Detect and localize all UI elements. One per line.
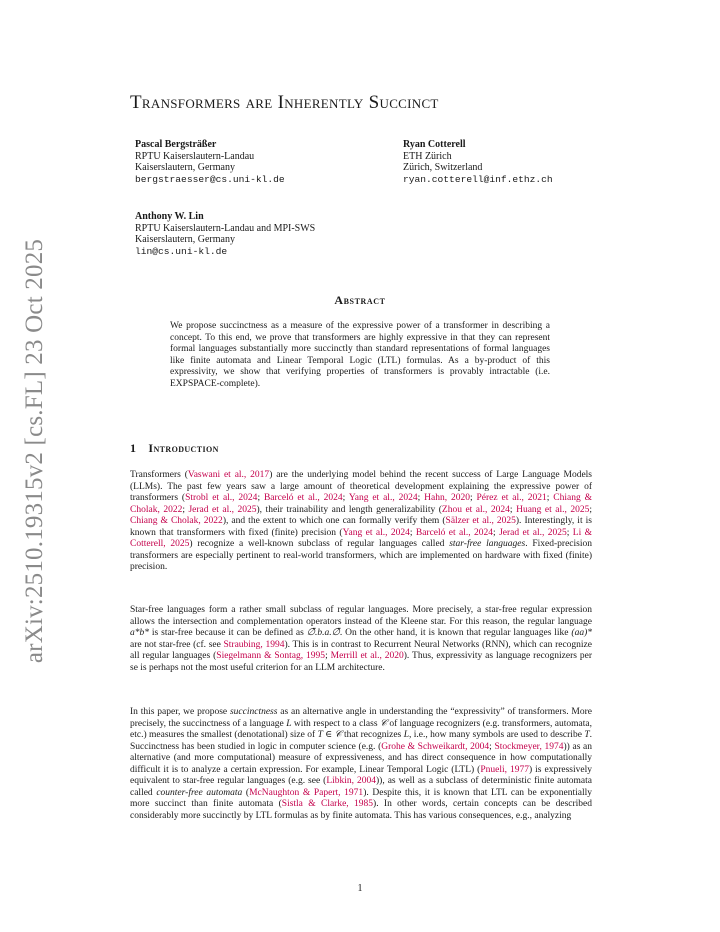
math-expression: T ∈ 𝒞: [317, 730, 342, 741]
author-block: [403, 139, 553, 185]
author-name: Ryan Cotterell: [403, 139, 466, 150]
citation-link[interactable]: Huang et al., 2025: [516, 504, 590, 515]
author-name: Anthony W. Lin: [135, 211, 204, 222]
paper-title: Transformers are Inherently Succinct: [130, 92, 439, 113]
citation-link[interactable]: Chiang & Cholak, 2022: [130, 493, 592, 515]
citation-link[interactable]: Vaswani et al., 2017: [187, 470, 270, 480]
author-location: Kaiserslautern, Germany: [135, 162, 235, 173]
author-block: [135, 139, 285, 185]
citation-link[interactable]: Chiang & Cholak, 2022: [130, 516, 223, 527]
math-expression: ∅̄.b.a.∅̄: [306, 628, 340, 639]
emphasis-term: star-free languages: [449, 539, 526, 550]
math-expression: a*b*: [130, 628, 149, 639]
author-location: Zürich, Switzerland: [403, 162, 483, 173]
math-expression: L: [286, 718, 292, 729]
abstract-text: We propose succinctness as a measure of the expressive power of a transformer in describing a concept. To this end, we prove that transformers are highly expressive in that they can represent formal languages substantially more succinctly than standard representations of formal languages like finite automata and Linear Temporal Logic (LTL) formulas. As a by-product of this expressivity, we show that verifying properties of transformers is provably intractable (i.e. EXPSPACE-complete).: [170, 321, 550, 389]
body-paragraph-2: Star-free languages form a rather small subclass of regular languages. More precisely, a star-free regular expression allows the intersection and complementation operators instead of the Kleene star. For this reason, the regular language a*b* is star-free because it can be defined as ∅̄.b.a.∅̄. On the other hand, it is known that regular languages like (aa)* are not star-free (cf. see Straubing, 1994). This is in contrast to Recurrent Neural Networks (RNN), which can recognize all regular languages (Siegelmann & Sontag, 1995; Merrill et al., 2020). Thus, expressivity as language recognizers per se is perhaps not the most useful criterion for an LLM architecture.: [130, 605, 593, 673]
section-heading: [130, 441, 219, 456]
emphasis-term: succinctness: [229, 707, 278, 717]
math-expression: L: [403, 730, 409, 741]
citation-link[interactable]: Pérez et al., 2021: [476, 493, 547, 504]
citation-link[interactable]: Yang et al., 2024: [342, 527, 410, 538]
author-affiliation: ETH Zürich: [403, 150, 452, 162]
author-block: [135, 211, 315, 257]
citation-link[interactable]: Barceló et al., 2024: [415, 527, 494, 538]
citation-link[interactable]: Barceló et al., 2024: [263, 493, 343, 504]
page-number: 1: [357, 883, 363, 894]
citation-link[interactable]: Pnueli, 1977: [480, 764, 529, 775]
citation-link[interactable]: Yang et al., 2024: [348, 493, 418, 504]
math-expression: (aa)*: [571, 628, 592, 639]
abstract-heading: Abstract: [334, 293, 386, 307]
author-name: Pascal Bergsträßer: [135, 139, 217, 150]
arxiv-identifier: arXiv:2510.19315v2 [cs.FL] 23 Oct 2025: [21, 238, 48, 664]
arxiv-sidebar-stamp: [8, 238, 62, 664]
citation-link[interactable]: Sälzer et al., 2025: [445, 516, 516, 527]
citation-link[interactable]: McNaughton & Papert, 1971: [249, 787, 364, 798]
citation-link[interactable]: Zhou et al., 2024: [441, 504, 510, 515]
author-email: lin@cs.uni-kl.de: [135, 245, 228, 257]
citation-link[interactable]: Straubing, 1994: [223, 639, 285, 650]
math-expression: 𝒞: [379, 718, 387, 729]
author-affiliation: RPTU Kaiserslautern-Landau: [135, 150, 255, 162]
citation-link[interactable]: Strobl et al., 2024: [185, 493, 258, 504]
citation-link[interactable]: Jerad et al., 2025: [188, 504, 257, 515]
author-email: bergstraesser@cs.uni-kl.de: [135, 173, 285, 185]
author-email: ryan.cotterell@inf.ethz.ch: [403, 173, 553, 185]
citation-link[interactable]: Merrill et al., 2020: [330, 651, 404, 662]
citation-link[interactable]: Siegelmann & Sontag, 1995: [216, 651, 326, 662]
emphasis-term: counter-free automata: [156, 787, 243, 798]
author-location: Kaiserslautern, Germany: [135, 234, 235, 245]
author-affiliation: RPTU Kaiserslautern-Landau and MPI-SWS: [135, 222, 316, 234]
section-number: 1: [130, 441, 137, 455]
citation-link[interactable]: Grohe & Schweikardt, 2004: [381, 741, 490, 752]
math-expression: T: [584, 730, 590, 741]
citation-link[interactable]: Sistla & Clarke, 1985: [281, 799, 374, 810]
body-paragraph-3: In this paper, we propose succinctness as an alternative angle in understanding the “expressivity” of transformers. More precisely, the succinctness of a language L with respect to a class 𝒞 of language recognizers (e.g. transformers, automata, etc.) measures the smallest (denotational) size of T ∈ 𝒞 that recognizes L, i.e., how many symbols are used to describe T. Succinctness has been studied in logic in computer science (e.g. (Grohe & Schweikardt, 2004; Stockmeyer, 1974)) as an alternative (and more computational) measure of expressiveness, and has direct consequence in how computationally difficult it is to analyze a certain expression. For example, Linear Temporal Logic (LTL) (Pnueli, 1977) is expressively equivalent to star-free regular languages (e.g. see (Libkin, 2004)), as well as a subclass of deterministic finite automata called counter-free automata (McNaughton & Papert, 1971). Despite this, it is known that LTL can be exponentially more succinct than finite automata (Sistla & Clarke, 1985). In other words, certain concepts can be described considerably more succinctly by LTL formulas as by finite automata. This has various consequences, e.g., analyzing: [130, 707, 593, 821]
section-title: Introduction: [148, 441, 219, 455]
citation-link[interactable]: Stockmeyer, 1974: [494, 741, 564, 752]
citation-link[interactable]: Libkin, 2004: [326, 776, 377, 787]
body-paragraph-1: Transformers (Vaswani et al., 2017) are the underlying model behind the recent success of Large Language Models (LLMs). The past few years saw a large amount of theoretical development explaining the expressive power of transformers (Strobl et al., 2024; Barceló et al., 2024; Yang et al., 2024; Hahn, 2020; Pérez et al., 2021; Chiang & Cholak, 2022; Jerad et al., 2025), their trainability and length generalizability (Zhou et al., 2024; Huang et al., 2025; Chiang & Cholak, 2022), and the extent to which one can formally verify them (Sälzer et al., 2025). Interestingly, it is known that transformers with fixed (finite) precision (Yang et al., 2024; Barceló et al., 2024; Jerad et al., 2025; Li & Cotterell, 2025) recognize a well-known subclass of regular languages called star-free languages. Fixed-precision transformers are especially pertinent to real-world transformers, which are implemented on hardware with fixed (finite) precision.: [130, 470, 593, 573]
citation-link[interactable]: Li & Cotterell, 2025: [130, 527, 592, 550]
citation-link[interactable]: Hahn, 2020: [424, 493, 470, 504]
citation-link[interactable]: Jerad et al., 2025: [499, 527, 567, 538]
